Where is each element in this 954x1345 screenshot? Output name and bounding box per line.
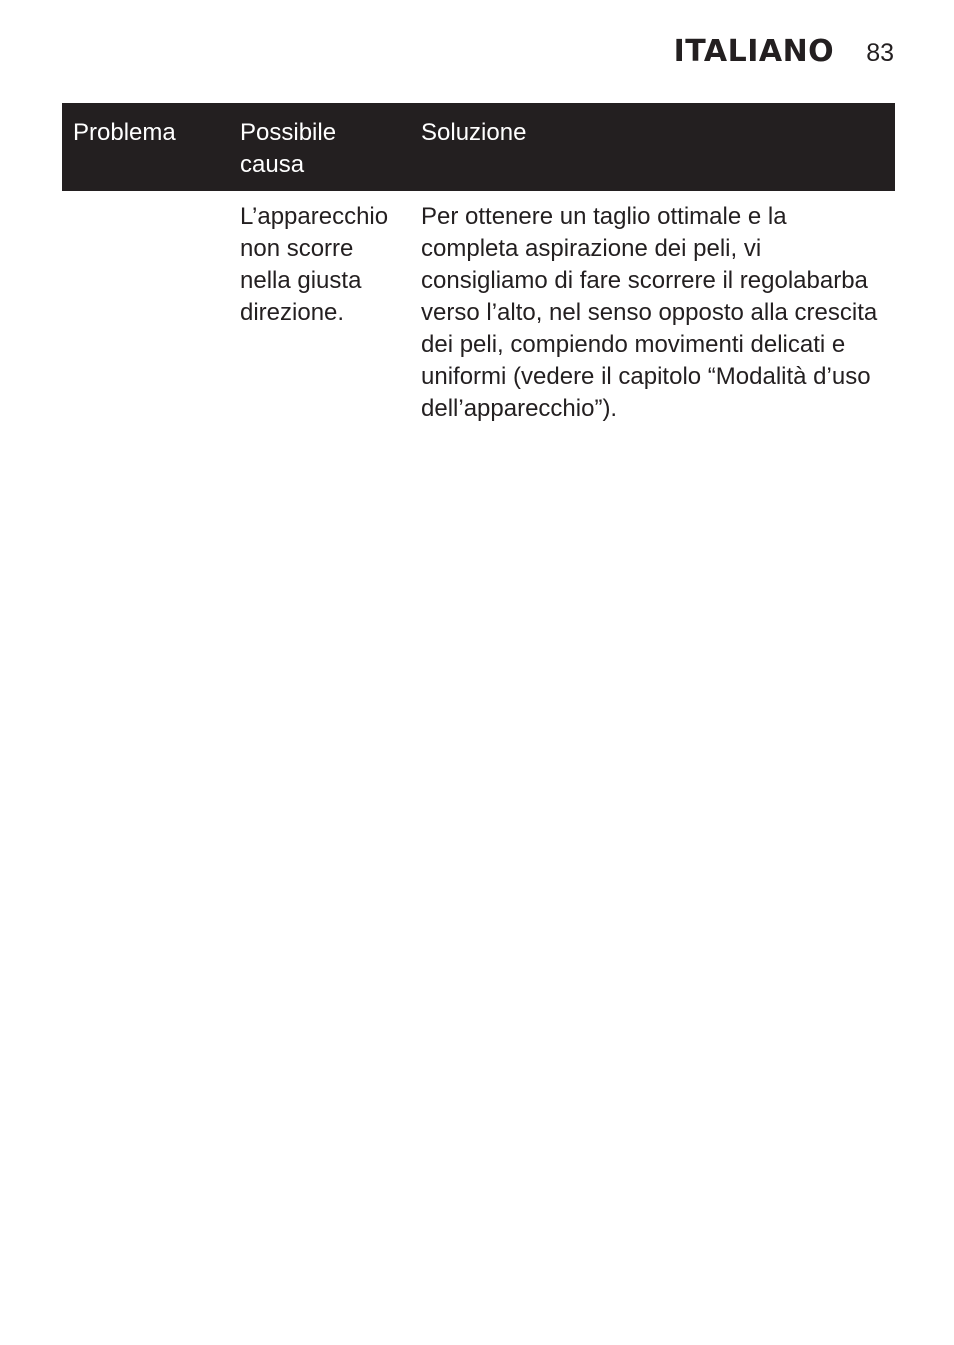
column-header-cause: Possibile causa (240, 119, 337, 178)
page-number: 83 (866, 39, 894, 67)
page-header (674, 34, 894, 69)
cell-cause: L’apparecchio non scorre nella giusta direzione. (240, 203, 389, 326)
cell-problem (62, 191, 229, 425)
troubleshooting-table (62, 103, 895, 425)
section-title: ITALIANO (673, 34, 835, 69)
table-header-row (62, 103, 895, 191)
table-row (62, 191, 895, 425)
column-header-problem: Problema (73, 119, 176, 146)
column-header-solution: Soluzione (421, 119, 527, 146)
cell-solution: Per ottenere un taglio ottimale e la completa aspirazione dei peli, vi consigliamo di fare scorrere il regolabarba verso l’alto, nel senso opposto alla crescita dei peli, compiendo movimenti delicati e uniformi (vedere il capitolo “Modalità d’uso dell’apparecchio”). (421, 203, 878, 422)
